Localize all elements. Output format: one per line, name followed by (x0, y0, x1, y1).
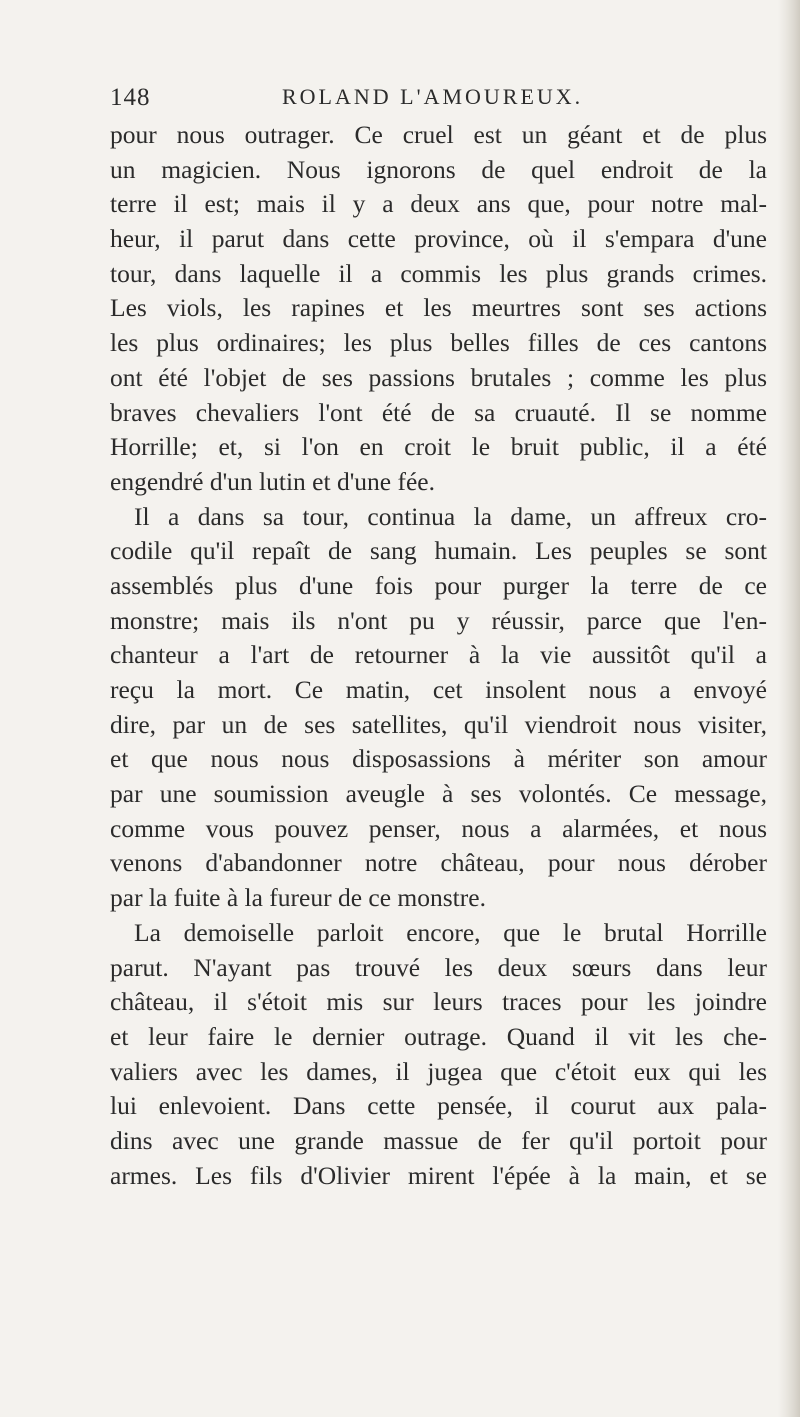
text-line: Horrille; et, si l'on en croit le bruit public, il a été (110, 432, 767, 462)
text-line: parut. N'ayant pas trouvé les deux sœurs dans leur (110, 952, 767, 982)
running-title: ROLAND L'AMOUREUX. (282, 84, 584, 109)
text-line: et leur faire le dernier outrage. Quand il vit les che- (110, 1021, 767, 1051)
text-line: Il a dans sa tour, continua la dame, un affreux cro- (134, 501, 767, 531)
page-header (110, 84, 780, 120)
text-line: par la fuite à la fureur de ce monstre. (110, 883, 486, 913)
text-line: La demoiselle parloit encore, que le brutal Horrille (134, 917, 767, 947)
text-line: par une soumission aveugle à ses volontés. Ce message, (110, 779, 767, 809)
text-line: dire, par un de ses satellites, qu'il viendroit nous visiter, (110, 709, 767, 739)
text-line: engendré d'un lutin et d'une fée. (110, 466, 435, 496)
page-edge-shadow (778, 0, 800, 1417)
text-line: un magicien. Nous ignorons de quel endroit de la (110, 154, 767, 184)
text-line: terre il est; mais il y a deux ans que, pour notre mal- (110, 189, 767, 219)
text-line: château, il s'étoit mis sur leurs traces pour les joindre (110, 987, 767, 1017)
text-line: comme vous pouvez penser, nous a alarmées, et nous (110, 813, 767, 843)
text-line: codile qu'il repaît de sang humain. Les peuples se sont (110, 536, 767, 566)
text-line: chanteur a l'art de retourner à la vie aussitôt qu'il a (110, 640, 767, 670)
text-line: assemblés plus d'une fois pour purger la terre de ce (110, 570, 767, 600)
text-line: heur, il parut dans cette province, où il s'empara d'une (110, 224, 767, 254)
page-number: 148 (110, 84, 151, 111)
text-line: pour nous outrager. Ce cruel est un géant et de plus (110, 120, 767, 149)
body-text (110, 118, 767, 1193)
text-line: et que nous nous disposassions à mériter son amour (110, 744, 767, 774)
text-line: les plus ordinaires; les plus belles filles de ces cantons (110, 328, 767, 358)
text-line: Les viols, les rapines et les meurtres sont ses actions (110, 293, 767, 323)
text-line: ont été l'objet de ses passions brutales ; comme les plus (110, 362, 767, 392)
text-line: dins avec une grande massue de fer qu'il portoit pour (110, 1125, 767, 1155)
text-line: monstre; mais ils n'ont pu y réussir, parce que l'en- (110, 605, 767, 635)
text-line: lui enlevoient. Dans cette pensée, il courut aux pala- (110, 1091, 767, 1121)
text-line: venons d'abandonner notre château, pour nous dérober (110, 848, 767, 878)
text-line: reçu la mort. Ce matin, cet insolent nous a envoyé (110, 675, 767, 704)
text-line: tour, dans laquelle il a commis les plus grands crimes. (110, 258, 767, 288)
text-line: braves chevaliers l'ont été de sa cruauté. Il se nomme (110, 397, 767, 427)
text-line: armes. Les fils d'Olivier mirent l'épée à la main, et se (110, 1160, 767, 1190)
text-line: valiers avec les dames, il jugea que c'étoit eux qui les (110, 1056, 767, 1086)
